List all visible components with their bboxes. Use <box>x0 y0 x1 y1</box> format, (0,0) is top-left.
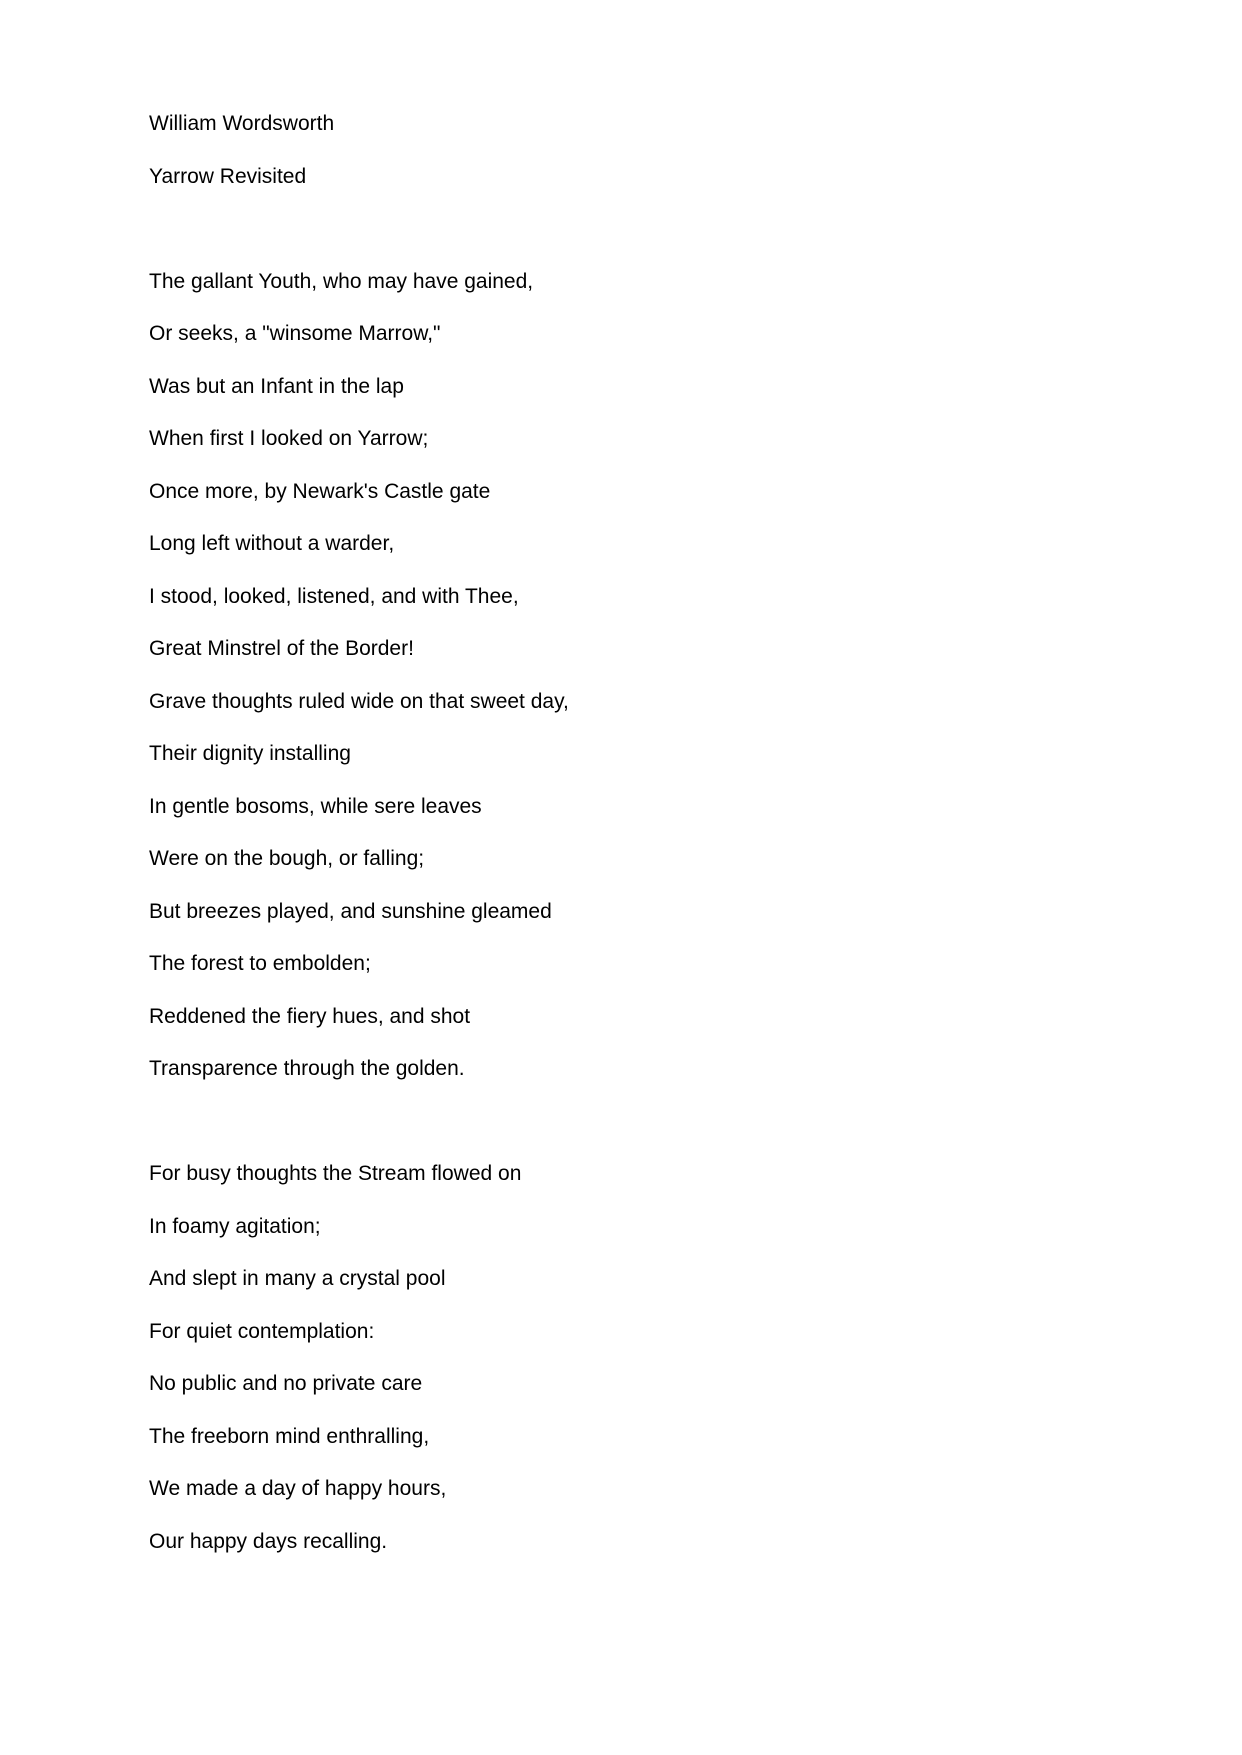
poem-line: For quiet contemplation: <box>149 1319 375 1343</box>
poem-line: The gallant Youth, who may have gained, <box>149 269 534 293</box>
poem-line: Their dignity installing <box>149 742 351 765</box>
stanza-1 <box>149 270 1149 1110</box>
poem-line: Great Minstrel of the Border! <box>149 637 414 660</box>
poem-line: When first I looked on Yarrow; <box>149 427 429 450</box>
poem-line: For busy thoughts the Stream flowed on <box>149 1162 522 1185</box>
poem-line: Was but an Infant in the lap <box>149 374 404 398</box>
poem-line: We made a day of happy hours, <box>149 1477 447 1500</box>
stanza-spacer <box>149 1110 1149 1163</box>
poem-line: The freeborn mind enthralling, <box>149 1424 430 1448</box>
poem-line: Reddened the fiery hues, and shot <box>149 1004 471 1028</box>
poem-line: And slept in many a crystal pool <box>149 1267 446 1290</box>
poem-line: Grave thoughts ruled wide on that sweet day, <box>149 689 569 713</box>
poem-line: The forest to embolden; <box>149 952 371 975</box>
document-body <box>149 112 1149 1582</box>
poem-title: Yarrow Revisited <box>149 164 307 188</box>
poem-line: But breezes played, and sunshine gleamed <box>149 899 552 923</box>
poem-line: In gentle bosoms, while sere leaves <box>149 794 482 818</box>
stanza-2 <box>149 1162 1149 1582</box>
poem-line: Or seeks, a "winsome Marrow," <box>149 322 441 345</box>
poem-line: I stood, looked, listened, and with Thee, <box>149 584 519 608</box>
title-spacer <box>149 217 1149 270</box>
poem-line: No public and no private care <box>149 1372 423 1395</box>
poem-line: Were on the bough, or falling; <box>149 847 425 870</box>
poem-line: Once more, by Newark's Castle gate <box>149 479 491 503</box>
poem-line: Transparence through the golden. <box>149 1057 465 1080</box>
poem-line: In foamy agitation; <box>149 1214 321 1238</box>
author-name: William Wordsworth <box>149 112 335 135</box>
poem-line: Our happy days recalling. <box>149 1529 388 1553</box>
poem-line: Long left without a warder, <box>149 532 395 555</box>
